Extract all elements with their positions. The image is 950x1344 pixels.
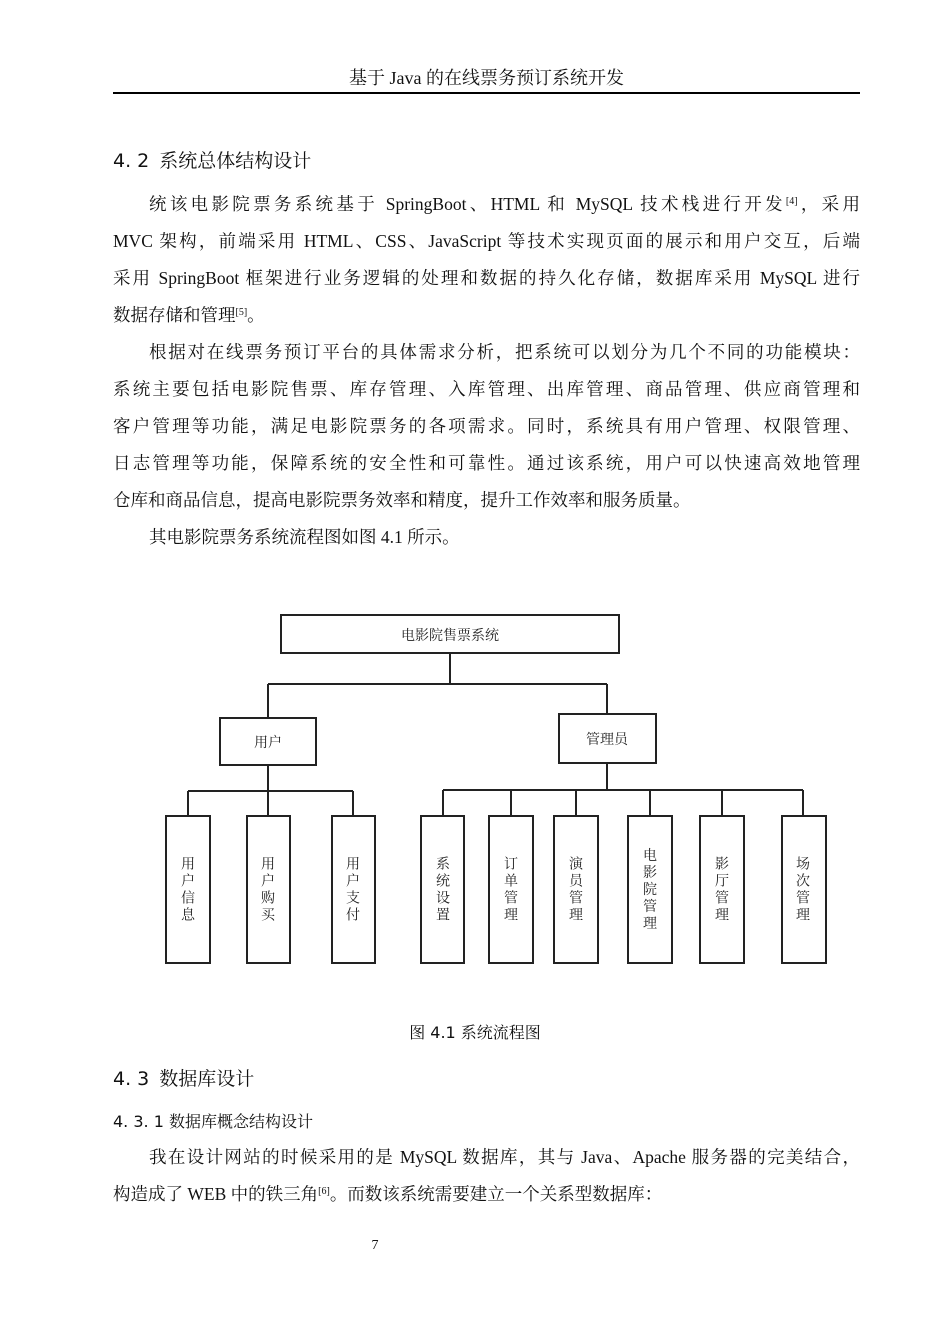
paragraph-4 xyxy=(113,1139,860,1213)
leaf-label: 场次管理 xyxy=(796,856,810,924)
section-title: 系统总体结构设计 xyxy=(159,150,312,172)
page-number: 7 xyxy=(371,1238,379,1253)
leaf-box xyxy=(489,816,533,963)
text-line: 根据对在线票务预订平台的具体需求分析，把系统可以划分为几个不同的功能模块： xyxy=(149,342,860,362)
leaf-box xyxy=(166,816,210,963)
text-line: 构造成了 WEB 中的铁三角[6]。而数该系统需要建立一个关系型数据库： xyxy=(113,1184,663,1204)
leaf-label: 用户信息 xyxy=(181,856,195,924)
subsection-number: 4. 3. 1 xyxy=(113,1112,164,1131)
leaf-box xyxy=(247,816,290,963)
text-line: 统该电影院票务系统基于 SpringBoot、HTML 和 MySQL 技术栈进行开发[4]，采用 xyxy=(149,194,861,214)
section-number: 4. 2 xyxy=(113,150,150,172)
figure-caption: 图 4.1 系统流程图 xyxy=(409,1023,541,1042)
citation: [6] xyxy=(318,1186,330,1197)
subsection-title: 数据库概念结构设计 xyxy=(168,1112,313,1131)
leaf-label: 演员管理 xyxy=(569,856,583,924)
leaf-label: 电影院管理 xyxy=(643,848,657,932)
user-label: 用户 xyxy=(254,735,282,751)
text-line: 客户管理等功能，满足电影院票务的各项需求。同时，系统具有用户管理、权限管理、 xyxy=(113,416,860,436)
leaf-box xyxy=(332,816,375,963)
text-line: 其电影院票务系统流程图如图 4.1 所示。 xyxy=(149,527,460,547)
leaf-box xyxy=(554,816,598,963)
leaf-label: 订单管理 xyxy=(504,856,518,924)
admin-label: 管理员 xyxy=(586,732,628,748)
leaf-label: 用户支付 xyxy=(346,856,360,924)
text-line: 日志管理等功能，保障系统的安全性和可靠性。通过该系统，用户可以快速高效地管理 xyxy=(113,453,860,473)
text-line: 我在设计网站的时候采用的是 MySQL 数据库，其与 Java、Apache 服务器的完美结合， xyxy=(149,1147,860,1167)
subsection-4-3-1-heading xyxy=(113,1111,313,1133)
citation: [5] xyxy=(235,307,248,318)
text-line: MVC 架构，前端采用 HTML、CSS、JavaScript 等技术实现页面的展示和用户交互，后端 xyxy=(113,231,860,251)
leaf-label: 影厅管理 xyxy=(715,856,729,924)
running-header: 基于 Java 的在线票务预订系统开发 xyxy=(349,68,624,88)
text-line: 系统主要包括电影院售票、库存管理、入库管理、出库管理、商品管理、供应商管理和 xyxy=(113,379,860,399)
section-title: 数据库设计 xyxy=(159,1068,255,1090)
leaf-box xyxy=(700,816,744,963)
section-4-3-heading xyxy=(113,1066,254,1092)
leaf-box xyxy=(421,816,464,963)
text-line: 仓库和商品信息，提高电影院票务效率和精度，提升工作效率和服务质量。 xyxy=(113,490,691,510)
leaf-label: 系统设置 xyxy=(436,856,450,924)
text-line: 采用 SpringBoot 框架进行业务逻辑的处理和数据的持久化存储，数据库采用 MySQL 进行 xyxy=(113,268,860,288)
leaf-label: 用户购买 xyxy=(261,856,275,924)
citation: [4] xyxy=(785,196,798,207)
text-line: 数据存储和管理[5]。 xyxy=(113,305,265,325)
leaf-box xyxy=(782,816,826,963)
root-label: 电影院售票系统 xyxy=(401,628,499,644)
section-number: 4. 3 xyxy=(113,1068,150,1090)
